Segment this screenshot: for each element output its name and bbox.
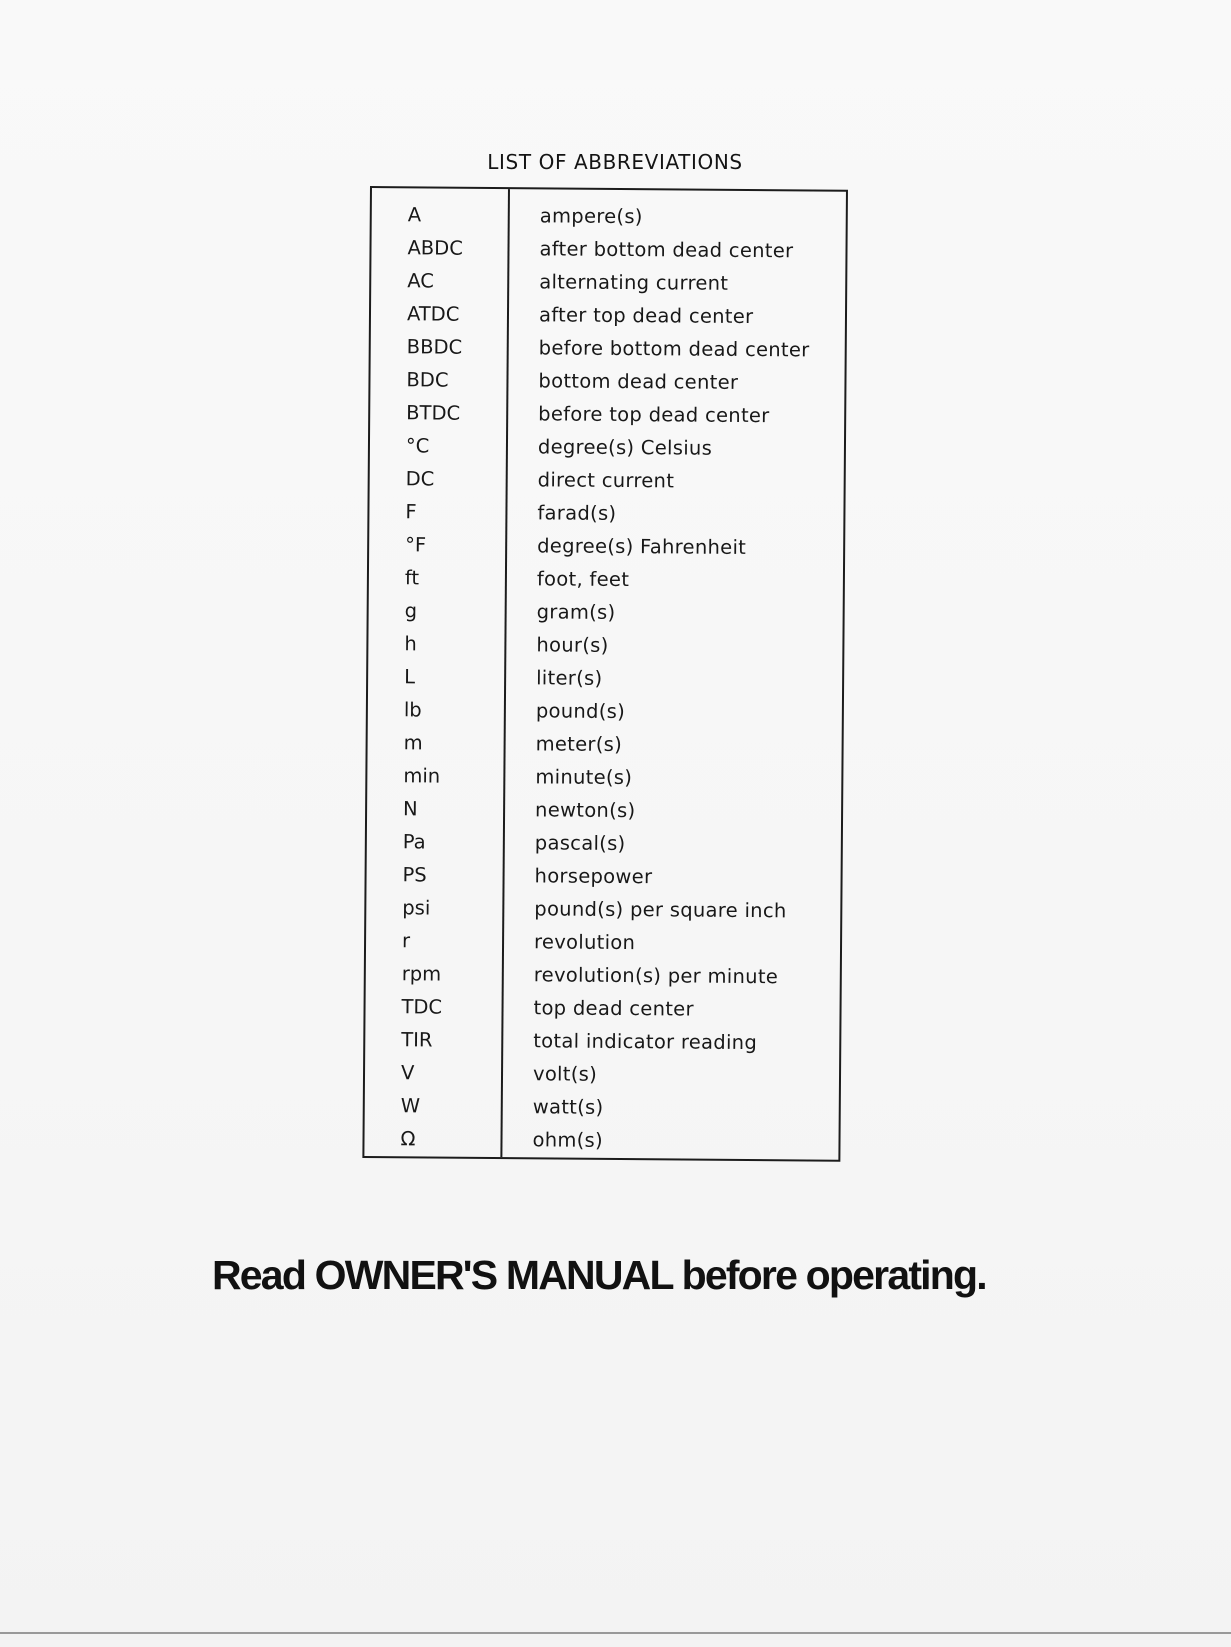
- table-row: [372, 198, 846, 235]
- definition: pascal(s): [534, 831, 626, 856]
- table-row: [366, 858, 840, 895]
- abbreviation: BTDC: [406, 401, 461, 425]
- abbreviation: F: [405, 500, 417, 524]
- table-row: [367, 825, 841, 862]
- abbreviations-rows: [364, 198, 846, 1159]
- abbreviation: Pa: [402, 830, 426, 854]
- definition: direct current: [537, 468, 675, 493]
- abbreviation: V: [400, 1061, 415, 1085]
- abbreviation: DC: [405, 467, 435, 491]
- definition: bottom dead center: [538, 369, 739, 394]
- definition: top dead center: [533, 996, 694, 1021]
- table-row: [369, 495, 843, 532]
- table-row: [366, 924, 840, 961]
- abbreviation: h: [404, 632, 417, 656]
- table-row: [369, 561, 843, 598]
- abbreviation: ATDC: [406, 302, 460, 326]
- abbreviation: psi: [402, 896, 431, 920]
- page-bottom-edge: [0, 1632, 1231, 1634]
- abbreviation: °C: [405, 434, 430, 458]
- definition: meter(s): [535, 732, 623, 756]
- table-row: [369, 594, 843, 631]
- table-row: [371, 330, 845, 367]
- table-row: [367, 726, 841, 763]
- table-row: [371, 264, 845, 301]
- abbreviation: N: [403, 797, 418, 821]
- definition: alternating current: [539, 270, 729, 295]
- definition: before top dead center: [538, 402, 770, 428]
- definition: before bottom dead center: [538, 336, 810, 362]
- definition: foot, feet: [536, 567, 630, 592]
- definition: farad(s): [537, 501, 617, 525]
- definition: volt(s): [532, 1062, 598, 1086]
- table-row: [370, 462, 844, 499]
- abbreviation: ft: [404, 566, 420, 590]
- definition: pound(s): [535, 699, 626, 724]
- definition: minute(s): [535, 765, 633, 790]
- table-row: [369, 528, 843, 565]
- table-row: [366, 957, 840, 994]
- table-row: [365, 1056, 839, 1093]
- definition: ampere(s): [539, 204, 643, 229]
- table-row: [365, 1023, 839, 1060]
- abbreviations-table: [362, 186, 848, 1162]
- abbreviation: ABDC: [407, 236, 463, 260]
- table-row: [370, 363, 844, 400]
- table-row: [370, 396, 844, 433]
- table-row: [367, 792, 841, 829]
- abbreviation: TDC: [401, 995, 443, 1019]
- abbreviation: W: [400, 1094, 421, 1118]
- table-row: [367, 759, 841, 796]
- abbreviation: lb: [403, 698, 422, 722]
- abbreviation: L: [404, 665, 416, 689]
- definition: revolution: [533, 930, 636, 955]
- abbreviation: g: [404, 599, 418, 623]
- table-row: [371, 231, 845, 268]
- table-row: [365, 1089, 839, 1126]
- table-row: [368, 660, 842, 697]
- abbreviation: BBDC: [406, 335, 463, 359]
- definition: horsepower: [534, 864, 653, 889]
- definition: ohm(s): [532, 1128, 604, 1152]
- definition: after bottom dead center: [539, 237, 794, 263]
- definition: total indicator reading: [533, 1029, 758, 1055]
- abbreviation: rpm: [401, 962, 442, 986]
- abbreviation: °F: [405, 533, 427, 557]
- definition: liter(s): [536, 666, 603, 690]
- table-row: [368, 627, 842, 664]
- table-row: [365, 990, 839, 1027]
- table-row: [364, 1122, 838, 1159]
- abbreviation: PS: [402, 863, 427, 887]
- definition: after top dead center: [538, 303, 754, 329]
- definition: degree(s) Fahrenheit: [537, 534, 747, 559]
- definition: degree(s) Celsius: [537, 435, 713, 460]
- abbreviation: AC: [407, 269, 434, 293]
- definition: newton(s): [535, 798, 636, 823]
- abbreviation: Ω: [400, 1127, 416, 1151]
- definition: hour(s): [536, 633, 609, 657]
- abbreviation: A: [407, 203, 422, 227]
- definition: revolution(s) per minute: [533, 963, 779, 989]
- abbreviation: TIR: [401, 1028, 433, 1052]
- table-row: [368, 693, 842, 730]
- table-row: [371, 297, 845, 334]
- table-row: [370, 429, 844, 466]
- table-row: [366, 891, 840, 928]
- abbreviation: r: [401, 929, 411, 953]
- page-title: LIST OF ABBREVIATIONS: [487, 150, 743, 174]
- owners-manual-notice: Read OWNER'S MANUAL before operating.: [212, 1252, 986, 1298]
- definition: pound(s) per square inch: [534, 897, 787, 923]
- abbreviation: m: [403, 731, 423, 755]
- abbreviation: min: [403, 764, 441, 788]
- abbreviation: BDC: [406, 368, 449, 392]
- definition: watt(s): [532, 1095, 604, 1119]
- definition: gram(s): [536, 600, 616, 624]
